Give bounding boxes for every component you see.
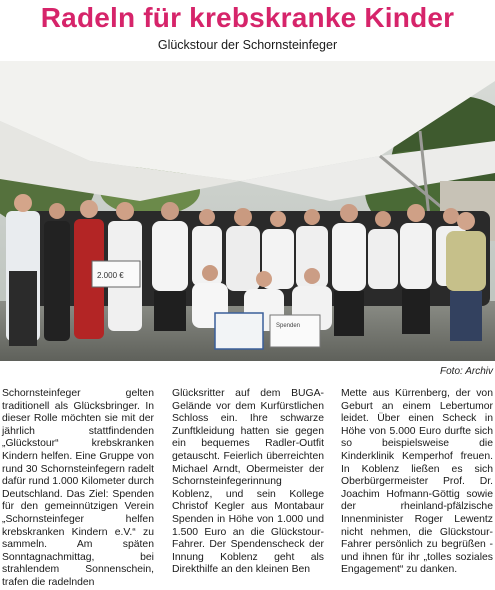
- article-column-3: [341, 388, 493, 577]
- left-check-amount: 2.000 €: [97, 271, 124, 280]
- column-2-text: Glücksritter auf dem BUGA-Gelände vor dem Kurfürstlichen Schloss ein. Ihre schwarze Zunftkleidung hatten sie gegen ein bequemes Radler-Outfit getauscht. Feierlich überreichten Michael Arndt, Obermeister der Schornsteinfegerinnung Koblenz, und sein Kollege Christof Kegler aus Montabaur Spenden in Höhe von 1.000 und 1.500 Euro an die Glückstour-Fahrer. Der Spendenscheck der Innung Koblenz geht als Direkthilfe an den kleinen Ben: [172, 388, 324, 576]
- photo-credit: Foto: Archiv: [440, 366, 493, 377]
- group-photo: [0, 61, 495, 361]
- article-subheadline: Glückstour der Schornsteinfeger: [157, 38, 338, 52]
- article-headline: Radeln für krebskranke Kinder: [40, 2, 455, 33]
- column-1-text: Schornsteinfeger gelten traditionell als Glücksbringer. In dieser Rolle möchten sie mit der jährlich stattfindenden „Glückstour“ krebskranken Kindern helfen. Eine Gruppe von rund 30 Schornsteinfegern radelt dafür rund 1.000 Kilometer durch Deutschland. Das Ziel: Spenden für den gemeinnützigen Verein „Schornsteinfeger helfen krebskranken Kindern e.V.“ zu sammeln. Am späten Sonntagnachmittag, bei strahlendem Sonnenschein, trafen die radelnden: [2, 388, 154, 588]
- article-column-1: [2, 388, 154, 590]
- column-3-text: Mette aus Kürrenberg, der von Geburt an einem Lebertumor leidet. Über einen Scheck in Höhe von 5.000 Euro durfte sich so beispielsweise die Kinderklinik Kemperhof freuen. In Koblenz ließen es sich Oberbürgermeister Prof. Dr. Joachim Hofmann-Göttig sowie der rheinland-pfälzische Innenminister Roger Lewentz nicht nehmen, die Glückstour-Fahrer persönlich zu begrüßen - und ihnen für ihr „tolles soziales Engagement“ zu danken.: [341, 388, 493, 576]
- article-column-2: [172, 388, 324, 577]
- center-check-label: Spenden: [276, 323, 301, 329]
